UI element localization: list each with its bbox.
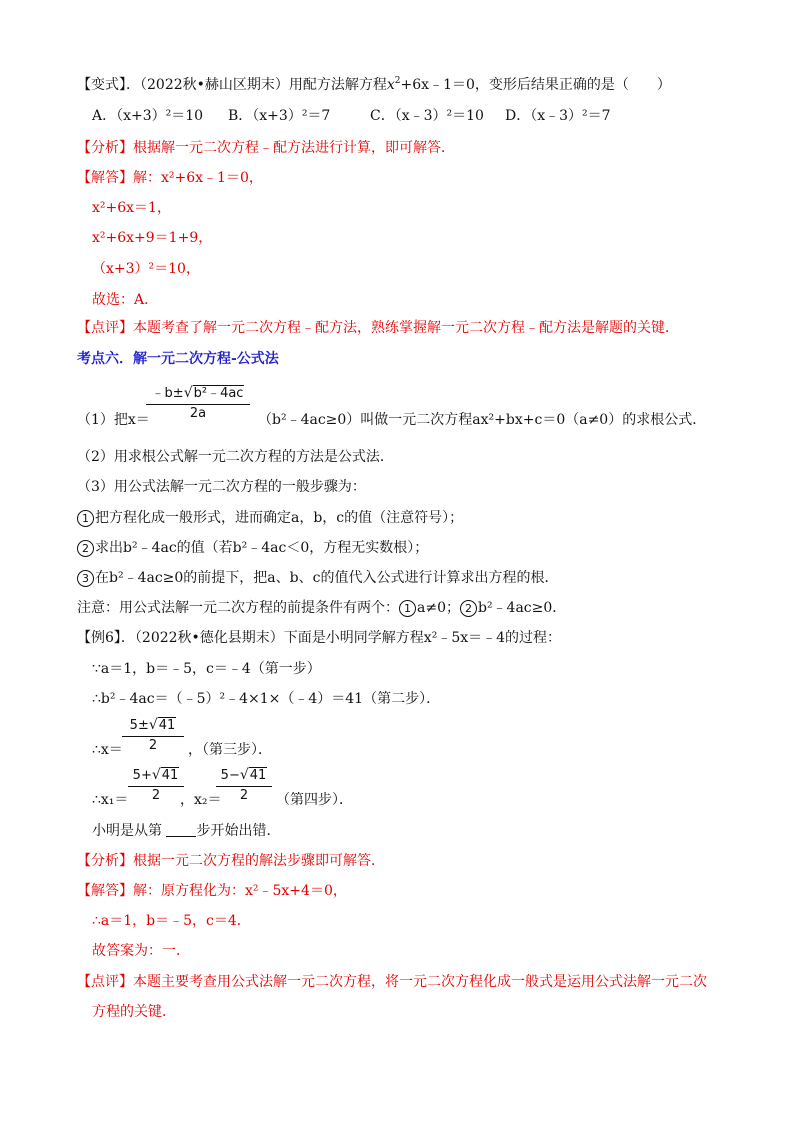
comment-text: 本题考查了解一元二次方程﹣配方法，熟练掌握解一元二次方程﹣配方法是解题的关键．: [133, 320, 679, 336]
analysis-tag: 【分析】: [77, 140, 133, 156]
fraction-step-3: [122, 716, 184, 755]
solution-step: x²+6x﹣1＝0，: [161, 170, 263, 186]
fraction-numerator: [128, 766, 184, 787]
solution-tag: 【解答】: [77, 170, 133, 186]
radical-sign: √: [183, 385, 193, 401]
variant-comment: [77, 318, 679, 338]
note-condition-1: a≠0；: [417, 600, 460, 616]
analysis-text: 根据一元二次方程的解法步骤即可解答．: [133, 853, 385, 869]
option-d: D．（x﹣3）²＝7: [505, 108, 611, 124]
option-c: C．（x﹣3）²＝10: [370, 108, 484, 124]
step-1-text: 把方程化成一般形式，进而确定a，b，c的值（注意符号）；: [95, 510, 464, 526]
step-3-label: ，（第三步）．: [188, 742, 272, 758]
radicand: 41: [158, 718, 176, 733]
example-line-1: ∵a＝1，b＝﹣5，c＝﹣4（第一步）: [92, 661, 321, 677]
comment-text: 本题主要考查用公式法解一元二次方程，将一元二次方程化成一般式是运用公式法解一元二次: [133, 974, 707, 990]
step-4-label: （第四步）．: [276, 792, 353, 808]
fraction-x2: [216, 766, 272, 805]
note: [77, 598, 566, 618]
analysis-text: 根据解一元二次方程﹣配方法进行计算，即可解答．: [133, 140, 455, 156]
fraction-denominator: 2: [239, 788, 249, 803]
step-1: [77, 508, 463, 528]
question-end: 步开始出错．: [196, 823, 281, 839]
step-3-text: 在b²﹣4ac≥0的前提下，把a、b、c的值代入公式进行计算求出方程的根．: [95, 570, 559, 586]
variant-answer: 故选：A．: [92, 292, 159, 308]
radicand: 41: [161, 768, 179, 783]
fraction-denominator: 2: [151, 788, 161, 803]
circled-2: 2: [460, 600, 477, 617]
example-question: [92, 821, 280, 841]
variant-source: ．（2022秋•赫山区期末）用配方法解方程: [126, 77, 387, 93]
formula-num-prefix: ﹣b±: [151, 386, 184, 401]
example-line-2: ∴b²﹣4ac＝（﹣5）²﹣4×1×（﹣4）＝41（第二步）．: [92, 691, 441, 707]
answer-blank: [166, 822, 196, 837]
solution-step: （x+3）²＝10，: [92, 261, 200, 277]
formula-tail: （b²﹣4ac≥0）叫做一元二次方程ax²+bx+c＝0（a≠0）的求根公式．: [258, 412, 707, 428]
circled-1: 1: [399, 600, 416, 617]
example-analysis: [77, 851, 385, 871]
radical-sign: √: [239, 767, 249, 783]
x-lead: ∴x＝: [92, 742, 123, 758]
example-solution-2: ∴a＝1，b＝﹣5，c＝4．: [92, 913, 251, 929]
example-answer: 故答案为：一．: [92, 943, 190, 959]
note-condition-2: b²﹣4ac≥0．: [477, 600, 567, 616]
step-2-text: 求出b²﹣4ac的值（若b²﹣4ac＜0，方程无实数根）；: [95, 540, 429, 556]
solution-tag: 【解答】: [77, 883, 133, 899]
paragraph-3: （3）用公式法解一元二次方程的一般步骤为：: [77, 479, 366, 495]
section-title: 考点六．解一元二次方程-公式法: [77, 351, 279, 367]
paragraph-2: （2）用求根公式解一元二次方程的方法是公式法．: [77, 449, 394, 465]
quadratic-formula: [146, 384, 250, 423]
circled-3: 3: [77, 570, 94, 587]
num-prefix: 5−: [220, 768, 240, 783]
circled-1: 1: [77, 510, 94, 527]
example-comment-2: 方程的关键．: [92, 1004, 176, 1020]
comment-tag: 【点评】: [77, 974, 133, 990]
variant-question: 【变式】．（2022秋•赫山区期末）用配方法解方程$x^2+6x﹣1=0$，变形后结果正确的是（ ）: [77, 76, 671, 93]
comment-tag: 【点评】: [77, 320, 133, 336]
x2-lead: ，x₂＝: [180, 792, 222, 808]
fraction-denominator: 2: [148, 738, 158, 753]
fraction-numerator: [216, 766, 272, 787]
formula-numerator: [146, 384, 250, 405]
example-solution: [77, 881, 347, 901]
variant-analysis: [77, 138, 455, 158]
circled-2: 2: [77, 540, 94, 557]
example-text: ．（2022秋•德化县期末）下面是小明同学解方程x²﹣5x＝﹣4的过程：: [120, 630, 562, 646]
example-tag: 【例6】: [77, 630, 121, 646]
option-b: B．（x+3）²＝7: [228, 108, 331, 124]
formula-lead: （1）把x＝: [77, 412, 150, 428]
variant-tag: 【变式】: [77, 77, 126, 93]
num-prefix: 5±: [129, 718, 149, 733]
radicand: 41: [249, 768, 267, 783]
option-a: A．（x+3）²＝10: [92, 108, 204, 124]
question-start: 小明是从第: [92, 823, 162, 839]
variant-solution: [77, 168, 263, 188]
radical-sign: √: [148, 717, 158, 733]
num-prefix: 5+: [132, 768, 152, 783]
step-2: [77, 538, 428, 558]
formula-radicand: b²﹣4ac: [193, 386, 244, 401]
solution-step: x²+6x＝1，: [92, 200, 171, 216]
x1-lead: ∴x₁＝: [92, 792, 129, 808]
solution-text: 解：原方程化为：x²﹣5x+4＝0，: [133, 883, 347, 899]
note-text: 注意：用公式法解一元二次方程的前提条件有两个：: [77, 600, 399, 616]
fraction-x1: [128, 766, 184, 805]
solution-step: x²+6x+9＝1+9，: [92, 230, 213, 246]
step-3: [77, 568, 558, 588]
example-head: [77, 628, 561, 648]
analysis-tag: 【分析】: [77, 853, 133, 869]
solution-lead: 解：: [133, 170, 161, 186]
formula-denominator: 2a: [189, 406, 207, 421]
radical-sign: √: [151, 767, 161, 783]
example-comment: [77, 972, 707, 992]
fraction-numerator: [122, 716, 184, 737]
variant-equation: +6x﹣1＝0，变形后结果正确的是（ ）: [400, 77, 671, 93]
